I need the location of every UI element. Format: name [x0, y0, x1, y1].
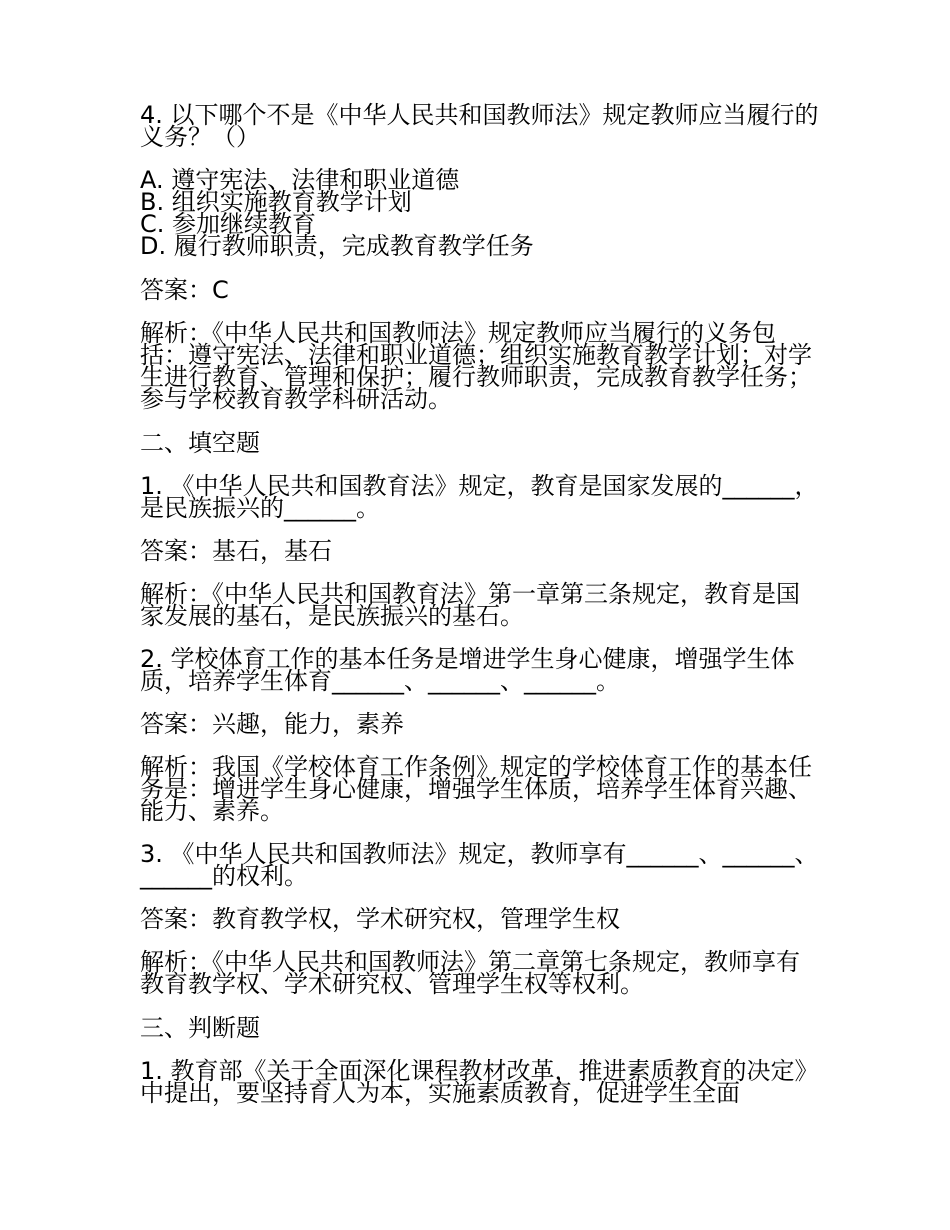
fill-1-stem: 1. 《中华人民共和国教育法》规定，教育是国家发展的______，是民族振兴的______。 — [140, 472, 819, 522]
fill-3-answer: 答案：教育教学权，学术研究权，管理学生权 — [140, 905, 620, 933]
question-4-answer: 答案：C — [140, 276, 229, 304]
fill-3-stem: 3. 《中华人民共和国教师法》规定，教师享有______、______、______的权利。 — [140, 840, 819, 890]
document-page — [140, 101, 820, 1125]
fill-2-stem: 2. 学校体育工作的基本任务是增进学生身心健康，增强学生体质，培养学生体育______、______、______。 — [140, 645, 795, 695]
option-a: A. 遵守宪法、法律和职业道德 — [140, 166, 460, 194]
option-c: C. 参加继续教育 — [140, 210, 317, 238]
question-4-options — [140, 166, 820, 260]
fill-3-analysis: 解析：《中华人民共和国教师法》第二章第七条规定，教师享有教育教学权、学术研究权、管理学生权等权利。 — [140, 948, 800, 998]
section-3-title: 三、判断题 — [140, 1014, 260, 1042]
fill-1-analysis: 解析：《中华人民共和国教育法》第一章第三条规定，教育是国家发展的基石，是民族振兴的基石。 — [140, 580, 800, 630]
fill-2-analysis: 解析：我国《学校体育工作条例》规定的学校体育工作的基本任务是：增进学生身心健康，增强学生体质，培养学生体育兴趣、能力、素养。 — [140, 753, 812, 825]
option-d: D. 履行教师职责，完成教育教学任务 — [140, 232, 534, 260]
judge-1-stem: 1. 教育部《关于全面深化课程教材改革，推进素质教育的决定》中提出，要坚持育人为本，实施素质教育，促进学生全面 — [140, 1057, 819, 1107]
fill-1-answer: 答案：基石，基石 — [140, 537, 332, 565]
question-4-stem: 4. 以下哪个不是《中华人民共和国教师法》规定教师应当履行的义务？（） — [140, 101, 819, 151]
section-2-title: 二、填空题 — [140, 429, 260, 457]
question-4-analysis: 解析：《中华人民共和国教师法》规定教师应当履行的义务包括：遵守宪法、法律和职业道德；组织实施教育教学计划；对学生进行教育、管理和保护；履行教师职责，完成教育教学任务；参与学校教育教学科研活动。 — [140, 319, 812, 413]
option-b: B. 组织实施教育教学计划 — [140, 188, 412, 216]
fill-2-answer: 答案：兴趣，能力，素养 — [140, 710, 404, 738]
